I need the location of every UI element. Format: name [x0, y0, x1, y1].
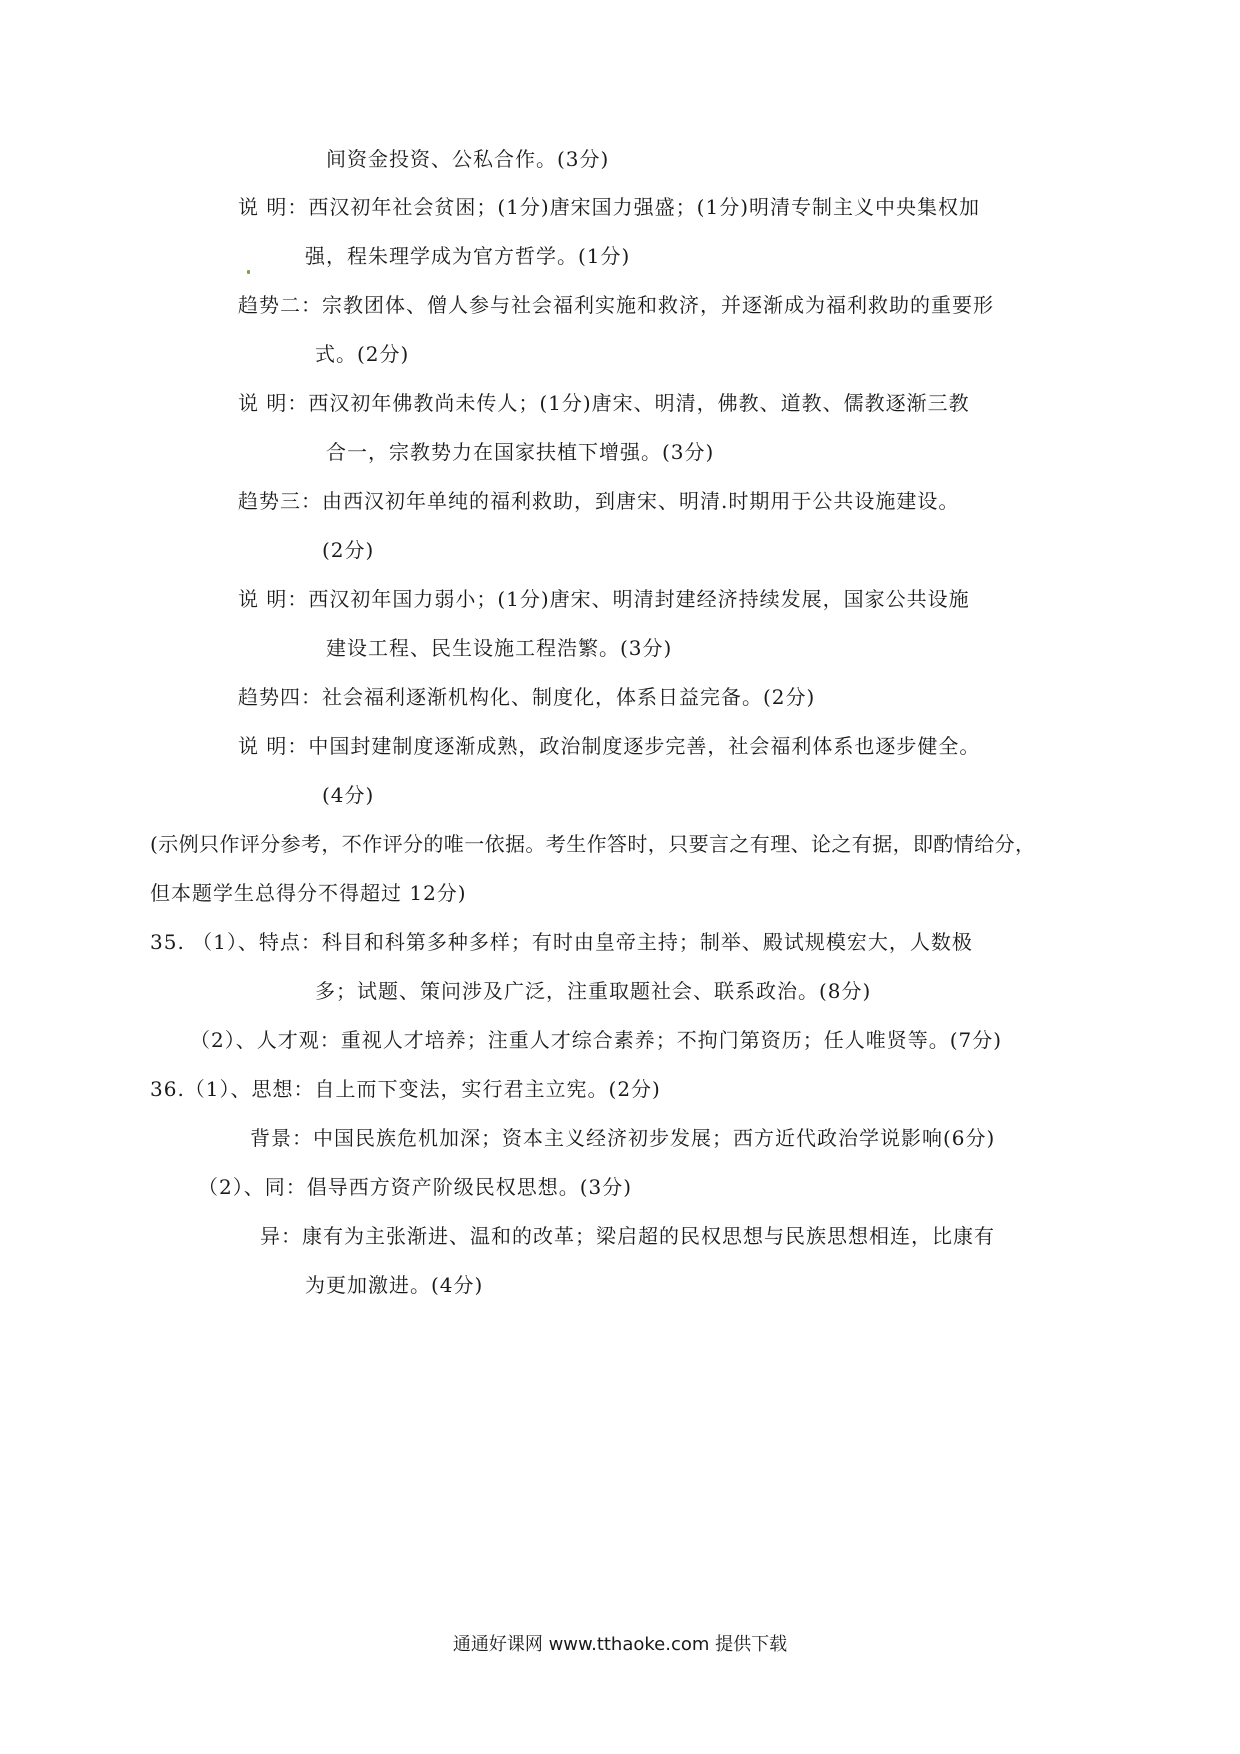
- text-line: 说 明：中国封建制度逐渐成熟，政治制度逐步完善，社会福利体系也逐步健全。: [238, 734, 981, 758]
- text-line: 多；试题、策问涉及广泛，注重取题社会、联系政治。(8分): [315, 979, 872, 1003]
- page-footer: 通通好课网 www.tthaoke.com 提供下载: [452, 1634, 788, 1655]
- stray-mark: [247, 270, 250, 274]
- text-line: 合一，宗教势力在国家扶植下增强。(3分): [326, 440, 715, 464]
- text-line: 背景：中国民族危机加深；资本主义经济初步发展；西方近代政治学说影响(6分): [250, 1126, 996, 1150]
- text-line: 说 明：西汉初年佛教尚未传人；(1分)唐宋、明清，佛教、道教、儒教逐渐三教: [238, 391, 970, 415]
- text-line: 但本题学生总得分不得超过 12分): [150, 881, 467, 905]
- text-line: (示例只作评分参考，不作评分的唯一依据。考生作答时，只要言之有理、论之有据，即酌情给分，: [150, 832, 1036, 856]
- text-line: 趋势四：社会福利逐渐机构化、制度化，体系日益完备。(2分): [238, 685, 816, 709]
- text-line: 间资金投资、公私合作。(3分): [326, 147, 610, 171]
- text-line: 趋势三：由西汉初年单纯的福利救助，到唐宋、明清.时期用于公共设施建设。: [238, 489, 960, 513]
- text-line: 35. （1）、特点：科目和科第多种多样；有时由皇帝主持；制举、殿试规模宏大，人数极: [150, 930, 973, 954]
- text-line: (4分): [322, 783, 375, 807]
- text-line: 趋势二：宗教团体、僧人参与社会福利实施和救济，并逐渐成为福利救助的重要形: [238, 293, 994, 317]
- text-line: （2）、人才观：重视人才培养；注重人才综合素养；不拘门第资历；任人唯贤等。(7分): [190, 1028, 1003, 1052]
- text-line: 建设工程、民生设施工程浩繁。(3分): [326, 636, 673, 660]
- text-line: 说 明：西汉初年社会贫困；(1分)唐宋国力强盛；(1分)明清专制主义中央集权加: [238, 195, 981, 219]
- text-line: 说 明：西汉初年国力弱小；(1分)唐宋、明清封建经济持续发展，国家公共设施: [238, 587, 970, 611]
- text-line: 36.（1）、思想：自上而下变法，实行君主立宪。(2分): [150, 1077, 661, 1101]
- text-line: （2）、同：倡导西方资产阶级民权思想。(3分): [198, 1175, 633, 1199]
- text-line: 为更加激进。(4分): [305, 1273, 484, 1297]
- text-line: 异：康有为主张渐进、温和的改革；梁启超的民权思想与民族思想相连，比康有: [260, 1224, 995, 1248]
- text-line: 强，程朱理学成为官方哲学。(1分): [305, 244, 631, 268]
- text-line: 式。(2分): [315, 342, 410, 366]
- text-line: (2分): [322, 538, 375, 562]
